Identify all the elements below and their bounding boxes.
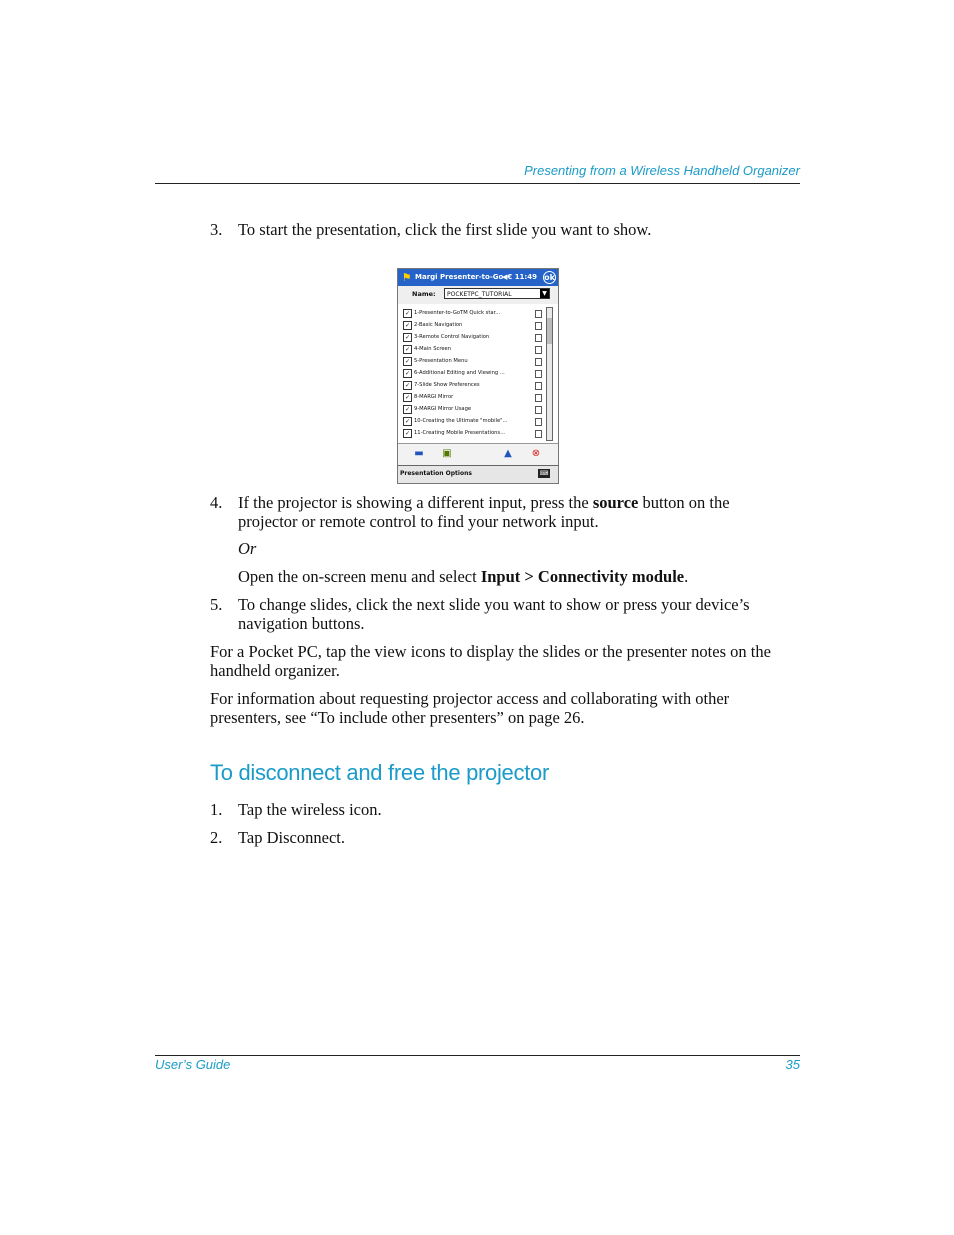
note-icon [535, 370, 542, 378]
ppc-scrollbar [546, 307, 553, 441]
ppc-name-row [398, 286, 558, 304]
slide-row [401, 415, 544, 427]
ppc-clock: ◀€ 11:49 [502, 273, 537, 281]
ppc-toolbar [398, 443, 558, 466]
stop-icon: ⊗ [531, 448, 541, 459]
note-icon [535, 382, 542, 390]
ppc-menu-label: Presentation Options [400, 470, 472, 477]
alt-text-before: Open the on-screen menu and select [238, 567, 481, 586]
slide-label: 8-MARGI Mirror [414, 394, 454, 400]
slide-row [401, 343, 544, 355]
or-text: Or [238, 539, 257, 558]
slide-label: 6-Additional Editing and Viewing ... [414, 370, 505, 376]
checkbox-icon: ✓ [404, 394, 411, 401]
checkbox-icon: ✓ [404, 406, 411, 413]
slide-row [401, 319, 544, 331]
checkbox-icon: ✓ [404, 370, 411, 377]
step-4-text-before: If the projector is showing a different input, press the [238, 493, 593, 512]
slide-label: 2-Basic Navigation [414, 322, 463, 328]
scroll-thumb [547, 318, 552, 344]
ppc-title-bar [398, 269, 558, 286]
slide-row [401, 367, 544, 379]
menu-path: Input > Connectivity module [480, 567, 685, 586]
disconnect-step-1-number: 1. [210, 800, 223, 819]
footer-title: User’s Guide [155, 1057, 231, 1072]
wireless-icon: ▲ [504, 448, 512, 459]
checkbox-icon: ✓ [404, 310, 411, 317]
slide-row [401, 307, 544, 319]
close-ok-icon: ok [544, 273, 555, 282]
checkbox-icon: ✓ [404, 346, 411, 353]
ppc-window-title: Margi Presenter-to-Go [415, 273, 504, 281]
note-icon [535, 418, 542, 426]
ppc-name-label: Name: [412, 290, 436, 298]
slide-label: 10-Creating the Ultimate "mobile"... [414, 418, 508, 424]
slide-view-icon: ▬ [414, 448, 424, 459]
page-number: 35 [785, 1057, 800, 1072]
step-3-text: To start the presentation, click the first slide you want to show. [238, 220, 652, 239]
slide-row [401, 379, 544, 391]
checkbox-icon: ✓ [404, 322, 411, 329]
step-5-number: 5. [210, 595, 223, 614]
slide-label: 3-Remote Control Navigation [414, 334, 490, 340]
note-icon [535, 346, 542, 354]
slide-row [401, 355, 544, 367]
windows-flag-icon: ⚑ [401, 271, 412, 284]
step-5-text: To change slides, click the next slide you want to show or press your device’s navigation buttons. [238, 595, 750, 633]
ppc-presentation-select [444, 288, 550, 299]
running-header: Presenting from a Wireless Handheld Organizer [524, 163, 800, 178]
slide-label: 11-Creating Mobile Presentations... [414, 430, 506, 436]
disconnect-step-2-number: 2. [210, 828, 223, 847]
note-icon [535, 310, 542, 318]
notes-view-icon: ▣ [442, 448, 452, 459]
source-term: source [592, 493, 639, 512]
slide-row [401, 427, 544, 439]
step-4-alternative [238, 567, 798, 586]
ppc-menu-bar [398, 465, 558, 484]
pocket-pc-screenshot [397, 268, 559, 484]
header-rule [155, 183, 800, 184]
checkbox-icon: ✓ [404, 358, 411, 365]
note-icon [535, 334, 542, 342]
ppc-select-value: POCKETPC_TUTORIAL [447, 291, 512, 298]
slide-row [401, 403, 544, 415]
keyboard-icon: ⌨ [539, 470, 549, 477]
step-4-text-after: button on the projector or remote control to find your network input. [238, 493, 730, 531]
step-3-number: 3. [210, 220, 223, 239]
checkbox-icon: ✓ [404, 334, 411, 341]
slide-row [401, 331, 544, 343]
note-icon [535, 358, 542, 366]
footer-rule [155, 1055, 800, 1056]
checkbox-icon: ✓ [404, 382, 411, 389]
slide-label: 7-Slide Show Preferences [414, 382, 480, 388]
note-icon [535, 430, 542, 438]
slide-row [401, 391, 544, 403]
chevron-down-icon: ▼ [540, 289, 549, 298]
step-4-number: 4. [210, 493, 223, 512]
step-4-text [238, 493, 738, 531]
note-icon [535, 406, 542, 414]
checkbox-icon: ✓ [404, 430, 411, 437]
slide-label: 4-Main Screen [414, 346, 452, 352]
collaboration-paragraph: For information about requesting projector access and collaborating with other presenters, see “To include other presenters” on page 26. [210, 689, 730, 727]
checkbox-icon: ✓ [404, 418, 411, 425]
slide-label: 1-Presenter-to-GoTM Quick star... [414, 310, 501, 316]
note-icon [535, 322, 542, 330]
section-heading: To disconnect and free the projector [210, 760, 549, 785]
disconnect-step-1-text: Tap the wireless icon. [238, 800, 382, 819]
pocket-pc-paragraph: For a Pocket PC, tap the view icons to display the slides or the presenter notes on the handheld organizer. [210, 642, 771, 680]
disconnect-step-2-text: Tap Disconnect. [238, 828, 345, 847]
ppc-slide-list [401, 307, 544, 443]
note-icon [535, 394, 542, 402]
alt-text-after: . [684, 567, 689, 586]
slide-label: 5-Presentation Menu [414, 358, 468, 364]
slide-label: 9-MARGI Mirror Usage [414, 406, 472, 412]
